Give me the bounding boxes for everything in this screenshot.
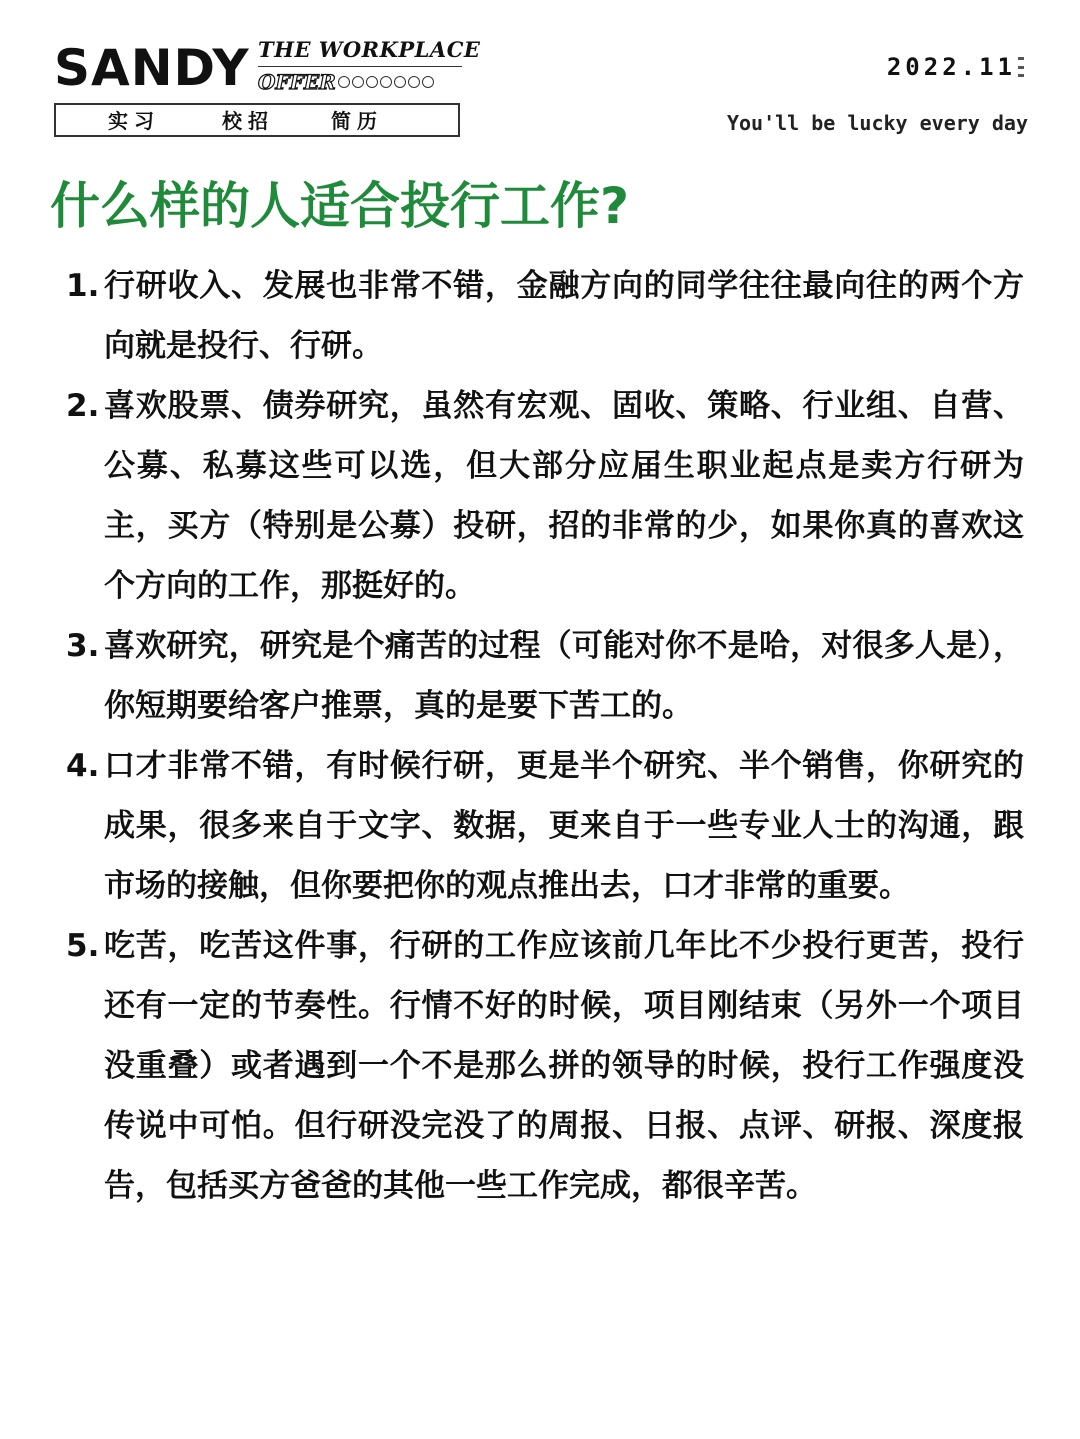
circle-icon (394, 76, 406, 88)
divider (258, 66, 462, 67)
circle-icon (380, 76, 392, 88)
brand-logo: SANDY (54, 39, 250, 97)
nav-item-campus-recruiting: 校招 (222, 109, 274, 133)
item-text: 行研收入、发展也非常不错，金融方向的同学往往最向往的两个方向就是投行、行研。 (104, 268, 1024, 364)
item-number: 2. (66, 388, 100, 424)
item-text: 喜欢研究，研究是个痛苦的过程（可能对你不是哈，对很多人是），你短期要给客户推票，真的是要下苦工的。 (104, 628, 1024, 724)
list-item (66, 916, 1024, 1216)
list-item (66, 736, 1024, 916)
decorative-circles (338, 76, 436, 88)
page-title: 什么样的人适合投行工作? (50, 177, 630, 235)
item-text: 吃苦，吃苦这件事，行研的工作应该前几年比不少投行更苦，投行还有一定的节奏性。行情不好的时候，项目刚结束（另外一个项目没重叠）或者遇到一个不是那么拼的领导的时候，投行工作强度没传说中可怕。但行研没完没了的周报、日报、点评、研报、深度报告，包括买方爸爸的其他一些工作完成，都很辛苦。 (104, 928, 1024, 1204)
item-text: 喜欢股票、债券研究，虽然有宏观、固收、策略、行业组、自营、公募、私募这些可以选，但大部分应届生职业起点是卖方行研为主，买方（特别是公募）投研，招的非常的少，如果你真的喜欢这个方向的工作，那挺好的。 (104, 388, 1024, 604)
list-item (66, 256, 1024, 376)
list-item (66, 376, 1024, 616)
article-list (66, 256, 1024, 1216)
item-text: 口才非常不错，有时候行研，更是半个研究、半个销售，你研究的成果，很多来自于文字、数据，更来自于一些专业人士的沟通，跟市场的接触，但你要把你的观点推出去，口才非常的重要。 (104, 748, 1024, 904)
item-number: 4. (66, 748, 100, 784)
item-number: 3. (66, 628, 100, 664)
category-nav (54, 103, 460, 137)
nav-item-resume: 简历 (331, 109, 383, 133)
nav-item-internship: 实习 (108, 109, 160, 133)
date-label: 2022.11 (886, 53, 1016, 81)
list-item (66, 616, 1024, 736)
date-decoration-icon (1018, 57, 1024, 77)
circle-icon (366, 76, 378, 88)
circle-icon (352, 76, 364, 88)
item-number: 1. (66, 268, 100, 304)
circle-icon (422, 76, 434, 88)
circle-icon (408, 76, 420, 88)
workplace-wordmark: THE WORKPLACE (258, 37, 481, 62)
tagline: You'll be lucky every day (726, 111, 1028, 135)
item-number: 5. (66, 928, 100, 964)
offer-row (258, 70, 436, 94)
offer-wordmark: OFFER (258, 70, 336, 94)
circle-icon (338, 76, 350, 88)
